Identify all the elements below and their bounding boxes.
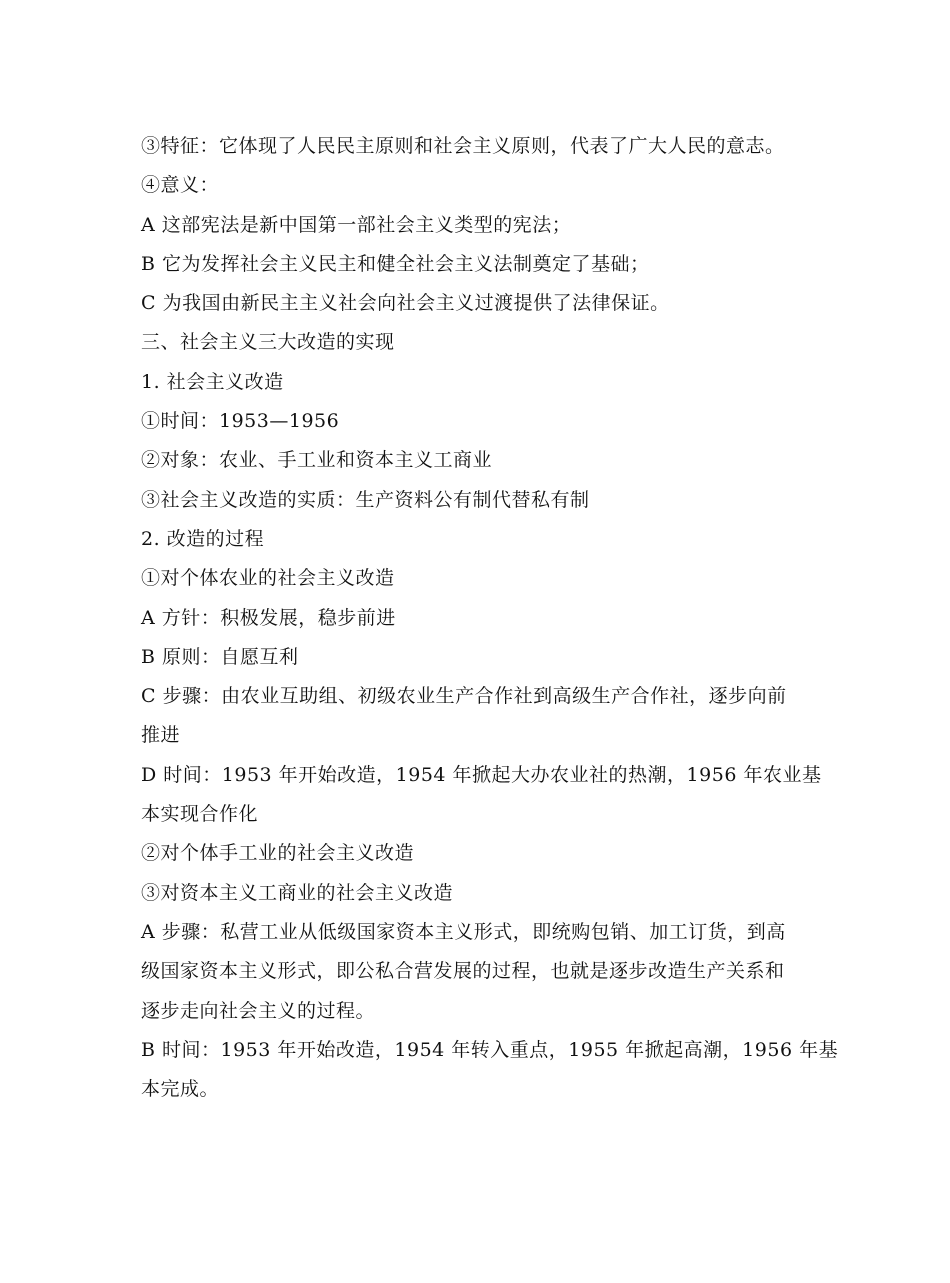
agriculture-time: D 时间：1953 年开始改造，1954 年掀起大办农业社的热潮，1956 年农业基: [141, 763, 822, 786]
agriculture-heading: ①对个体农业的社会主义改造: [141, 567, 395, 590]
commerce-heading: ③对资本主义工商业的社会主义改造: [141, 881, 454, 904]
agriculture-time-continued: 本实现合作化: [141, 803, 259, 826]
essence-line: ③社会主义改造的实质：生产资料公有制代替私有制: [141, 488, 590, 511]
commerce-time-continued: 本完成。: [141, 1078, 220, 1101]
significance-item-c: C 为我国由新民主主义社会向社会主义过渡提供了法律保证。: [141, 292, 670, 315]
commerce-time: B 时间：1953 年开始改造，1954 年转入重点，1955 年掀起高潮，1956 年基: [141, 1038, 839, 1061]
commerce-steps-end: 逐步走向社会主义的过程。: [141, 999, 376, 1022]
agriculture-policy: A 方针：积极发展，稳步前进: [141, 606, 396, 629]
significance-heading: ④意义：: [141, 174, 220, 197]
subsection-heading-1: 1. 社会主义改造: [141, 370, 284, 393]
subsection-heading-2: 2. 改造的过程: [141, 527, 265, 550]
agriculture-steps-continued: 推进: [141, 724, 181, 747]
agriculture-principle: B 原则：自愿互利: [141, 645, 299, 668]
object-line: ②对象：农业、手工业和资本主义工商业: [141, 449, 493, 472]
handicraft-heading: ②对个体手工业的社会主义改造: [141, 842, 415, 865]
document-body: [141, 127, 839, 1109]
agriculture-steps: C 步骤：由农业互助组、初级农业生产合作社到高级生产合作社，逐步向前: [141, 685, 787, 708]
section-heading: 三、社会主义三大改造的实现: [141, 331, 395, 354]
significance-item-a: A 这部宪法是新中国第一部社会主义类型的宪法；: [141, 213, 572, 236]
commerce-steps: A 步骤：私营工业从低级国家资本主义形式，即统购包销、加工订货，到高: [141, 920, 786, 943]
time-line: ①时间：1953—1956: [141, 410, 340, 433]
feature-line: ③特征：它体现了人民民主原则和社会主义原则，代表了广大人民的意志。: [141, 135, 785, 157]
significance-item-b: B 它为发挥社会主义民主和健全社会主义法制奠定了基础；: [141, 252, 650, 275]
commerce-steps-continued: 级国家资本主义形式，即公私合营发展的过程，也就是逐步改造生产关系和: [141, 960, 785, 983]
